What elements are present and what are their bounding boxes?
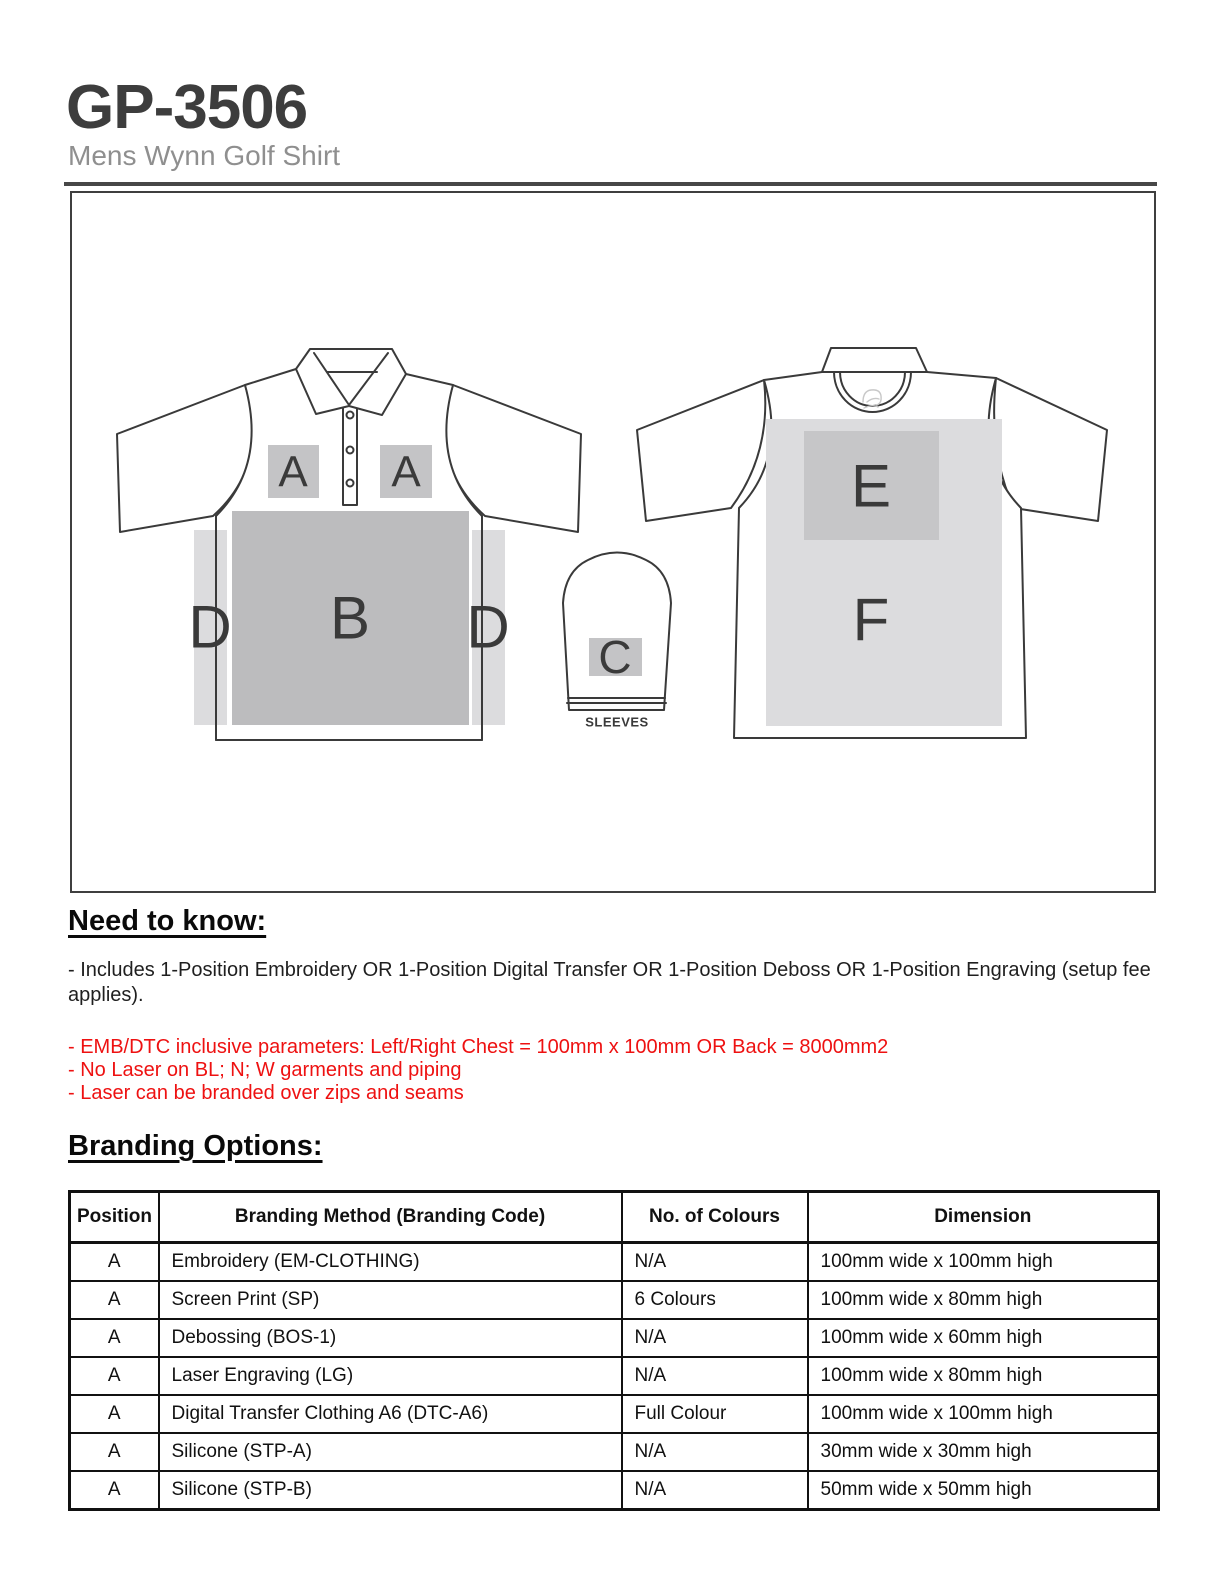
zone-d-right-label: D — [466, 593, 510, 661]
branding-options-heading: Branding Options: — [68, 1130, 323, 1162]
table-row — [70, 1433, 1159, 1471]
cell-method: Digital Transfer Clothing A6 (DTC-A6) — [159, 1395, 622, 1433]
cell-colours: 6 Colours — [622, 1281, 808, 1319]
warning-line: - No Laser on BL; N; W garments and piping — [68, 1059, 462, 1081]
table-row — [70, 1471, 1159, 1510]
cell-dimension: 30mm wide x 30mm high — [808, 1433, 1159, 1471]
garment-diagram — [72, 193, 1154, 891]
cell-colours: N/A — [622, 1433, 808, 1471]
cell-position: A — [70, 1319, 159, 1357]
table-row — [70, 1319, 1159, 1357]
need-to-know-heading: Need to know: — [68, 905, 267, 937]
sleeve-caption: SLEEVES — [585, 714, 649, 730]
zone-a-right-label: A — [391, 447, 421, 497]
title-divider — [64, 182, 1157, 186]
col-header-dimension: Dimension — [808, 1192, 1159, 1243]
cell-dimension: 100mm wide x 100mm high — [808, 1395, 1159, 1433]
page-title: GP-3506 — [66, 73, 308, 142]
cell-method: Silicone (STP-A) — [159, 1433, 622, 1471]
product-name: Mens Wynn Golf Shirt — [68, 140, 341, 171]
table-header-row — [70, 1192, 1159, 1243]
cell-colours: Full Colour — [622, 1395, 808, 1433]
need-to-know-note: - Includes 1-Position Embroidery OR 1-Position Digital Transfer OR 1-Position Deboss OR 1-Position Engraving (setup fee applies). — [68, 959, 1151, 1006]
cell-colours: N/A — [622, 1319, 808, 1357]
branding-options-table-wrap — [68, 1190, 1157, 1511]
zone-c-label: C — [598, 631, 632, 683]
cell-colours: N/A — [622, 1357, 808, 1395]
cell-colours: N/A — [622, 1471, 808, 1510]
zone-d-left-label: D — [188, 593, 232, 661]
front-placket — [343, 406, 357, 505]
zone-a-left-label: A — [278, 447, 308, 497]
cell-method: Embroidery (EM-CLOTHING) — [159, 1243, 622, 1282]
cell-colours: N/A — [622, 1243, 808, 1282]
front-view — [117, 349, 581, 740]
zone-f-label: F — [852, 586, 890, 654]
col-header-colours: No. of Colours — [622, 1192, 808, 1243]
back-view — [637, 348, 1107, 738]
diagram-frame — [70, 191, 1156, 893]
cell-method: Screen Print (SP) — [159, 1281, 622, 1319]
col-header-position: Position — [70, 1192, 159, 1243]
warning-line: - Laser can be branded over zips and seams — [68, 1082, 464, 1104]
cell-dimension: 100mm wide x 60mm high — [808, 1319, 1159, 1357]
cell-method: Silicone (STP-B) — [159, 1471, 622, 1510]
cell-position: A — [70, 1357, 159, 1395]
zone-e-label: E — [850, 452, 892, 520]
cell-position: A — [70, 1471, 159, 1510]
col-header-method: Branding Method (Branding Code) — [159, 1192, 622, 1243]
cell-position: A — [70, 1281, 159, 1319]
cell-dimension: 100mm wide x 80mm high — [808, 1281, 1159, 1319]
cell-method: Laser Engraving (LG) — [159, 1357, 622, 1395]
cell-method: Debossing (BOS-1) — [159, 1319, 622, 1357]
cell-position: A — [70, 1433, 159, 1471]
cell-dimension: 50mm wide x 50mm high — [808, 1471, 1159, 1510]
cell-position: A — [70, 1243, 159, 1282]
cell-position: A — [70, 1395, 159, 1433]
back-collar — [822, 348, 927, 372]
warning-notes — [68, 1036, 1162, 1105]
table-row — [70, 1395, 1159, 1433]
table-row — [70, 1357, 1159, 1395]
warning-line: - EMB/DTC inclusive parameters: Left/Right Chest = 100mm x 100mm OR Back = 8000mm2 — [68, 1036, 889, 1058]
cell-dimension: 100mm wide x 100mm high — [808, 1243, 1159, 1282]
sleeve-detail — [563, 553, 671, 730]
branding-options-table — [68, 1190, 1160, 1511]
table-row — [70, 1281, 1159, 1319]
zone-b-label: B — [329, 584, 371, 652]
cell-dimension: 100mm wide x 80mm high — [808, 1357, 1159, 1395]
table-row — [70, 1243, 1159, 1282]
